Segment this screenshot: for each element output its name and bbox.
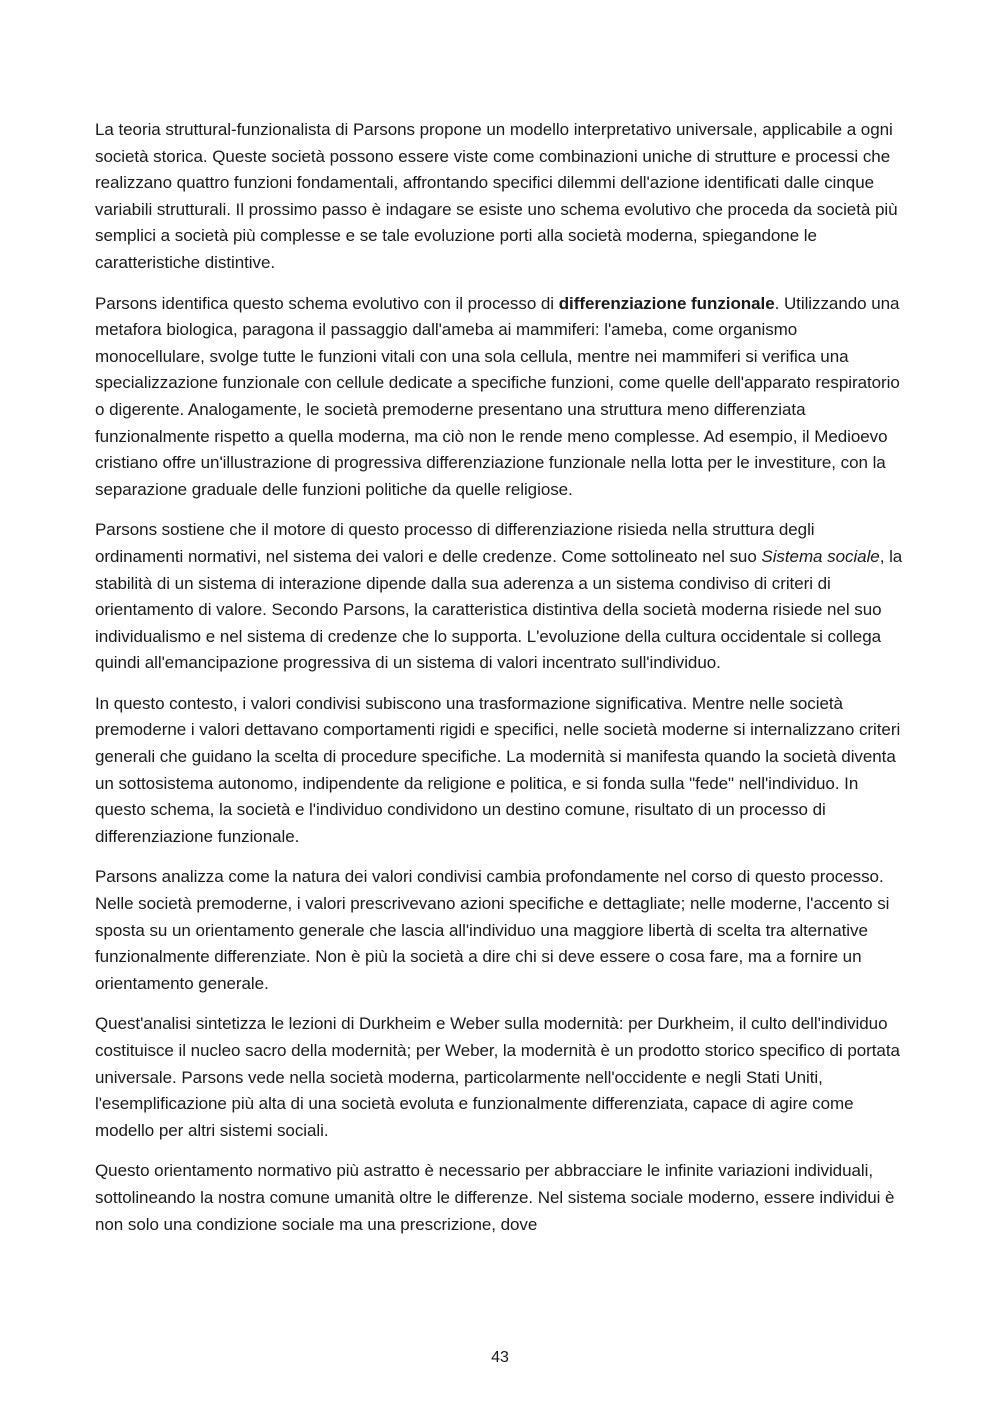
- paragraph-2-rest: . Utilizzando una metafora biologica, paragona il passaggio dall'ameba ai mammiferi: l'ameba, come organismo monocellulare, svolge tutte le funzioni vitali con una sola cellula, mentre nei mammiferi si verifica una specializzazione funzionale con cellule dedicate a specifiche funzioni, come quelle dell'apparato respiratorio o digerente. Analogamente, le società premoderne presentano una struttura meno differenziata funzionalmente rispetto a quella moderna, ma ciò non le rende meno complesse. Ad esempio, il Medioevo cristiano offre un'illustrazione di progressiva differenziazione funzionale nella lotta per le investiture, con la separazione graduale delle funzioni politiche da quelle religiose.: [95, 293, 900, 499]
- page-body: [95, 117, 907, 1252]
- paragraph-3-lead: Parsons sostiene che il motore di questo processo di differenziazione risieda nella struttura degli ordinamenti normativi, nel sistema dei valori e delle credenze. Come sottolineato nel suo: [95, 520, 815, 566]
- paragraph-2: [95, 291, 907, 504]
- paragraph-7: Questo orientamento normativo più astratto è necessario per abbracciare le infinite variazioni individuali, sottolineando la nostra comune umanità oltre le differenze. Nel sistema sociale moderno, essere individui è non solo una condizione sociale ma una prescrizione, dove: [95, 1161, 895, 1234]
- paragraph-1: La teoria struttural-funzionalista di Parsons propone un modello interpretativo universale, applicabile a ogni società storica. Queste società possono essere viste come combinazioni uniche di strutture e processi che realizzano quattro funzioni fondamentali, affrontando specifici dilemmi dell'azione identificati dalle cinque variabili strutturali. Il prossimo passo è indagare se esiste uno schema evolutivo che proceda da società più semplici a società più complesse e se tale evoluzione porti alla società moderna, spiegandone le caratteristiche distintive.: [95, 120, 898, 272]
- italic-title-sistema-sociale: Sistema sociale: [761, 546, 880, 566]
- paragraph-3: [95, 517, 907, 677]
- paragraph-5: Parsons analizza come la natura dei valori condivisi cambia profondamente nel corso di questo processo. Nelle società premoderne, i valori prescrivevano azioni specifiche e dettagliate; nelle moderne, l'accento si sposta su un orientamento generale che lascia all'individuo una maggiore libertà di scelta tra alternative funzionalmente differenziate. Non è più la società a dire chi si deve essere o cosa fare, ma a fornire un orientamento generale.: [95, 867, 890, 993]
- paragraph-3-rest: , la stabilità di un sistema di interazione dipende dalla sua aderenza a un sistema condiviso di criteri di orientamento di valore. Secondo Parsons, la caratteristica distintiva della società moderna risiede nel suo individualismo e nel sistema di credenze che lo supporta. L'evoluzione della cultura occidentale si collega quindi all'emancipazione progressiva di un sistema di valori incentrato sull'individuo.: [95, 546, 903, 673]
- bold-term-differenziazione: differenziazione funzionale: [558, 293, 775, 313]
- paragraph-6: Quest'analisi sintetizza le lezioni di Durkheim e Weber sulla modernità: per Durkheim, il culto dell'individuo costituisce il nucleo sacro della modernità; per Weber, la modernità è un prodotto storico specifico di portata universale. Parsons vede nella società moderna, particolarmente nell'occidente e negli Stati Uniti, l'esemplificazione più alta di una società evoluta e funzionalmente differenziata, capace di agire come modello per altri sistemi sociali.: [95, 1014, 900, 1140]
- paragraph-2-lead: Parsons identifica questo schema evolutivo con il processo di: [95, 293, 559, 313]
- page-number: 43: [491, 1349, 509, 1366]
- paragraph-4: In questo contesto, i valori condivisi subiscono una trasformazione significativa. Mentre nelle società premoderne i valori dettavano comportamenti rigidi e specifici, nelle società moderne si internalizzano criteri generali che guidano la scelta di procedure specifiche. La modernità si manifesta quando la società diventa un sottosistema autonomo, indipendente da religione e politica, e si fonda sulla "fede" nell'individuo. In questo schema, la società e l'individuo condividono un destino comune, risultato di un processo di differenziazione funzionale.: [95, 693, 901, 846]
